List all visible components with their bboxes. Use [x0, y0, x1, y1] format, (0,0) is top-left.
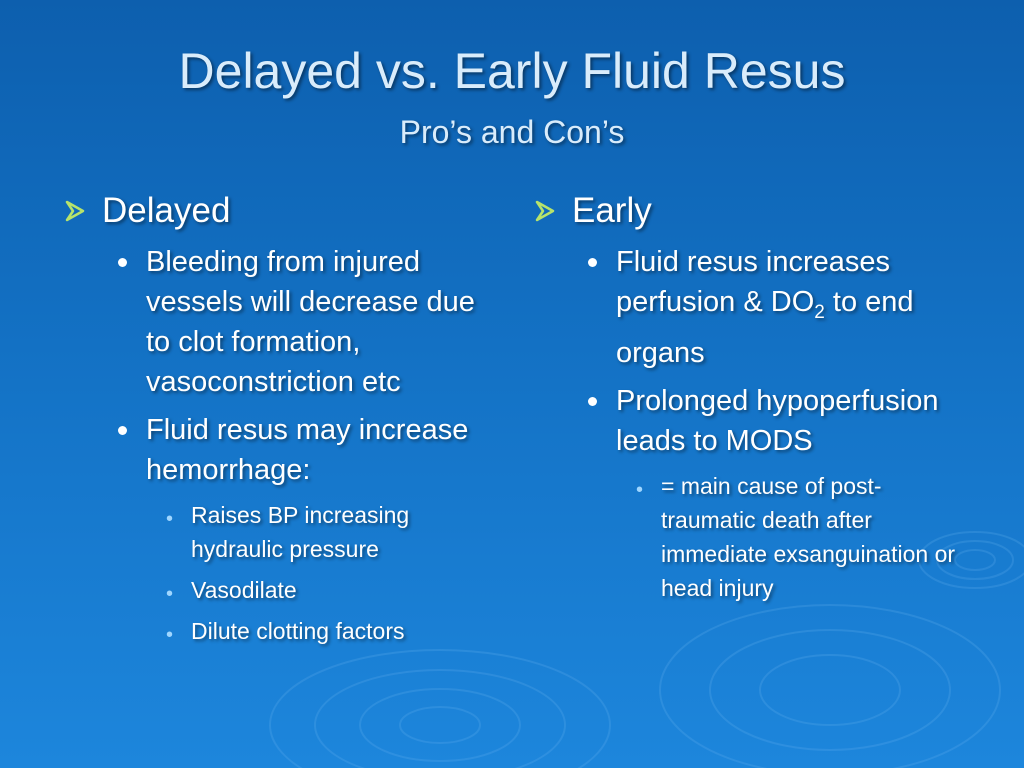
- bullet-text: Fluid resus increases perfusion & $DO_2$ to end organs: [616, 246, 914, 369]
- arrow-bullet-icon: [534, 200, 556, 222]
- sub-bullet-text: = main cause of post-traumatic death after immediate exsanguination or head injury: [661, 472, 956, 601]
- bullet-text: Fluid resus may increase hemorrhage:: [146, 414, 469, 486]
- list-item: [532, 469, 972, 605]
- delayed-heading-item: [62, 190, 492, 232]
- dot-bullet-icon: [588, 258, 597, 267]
- small-dot-bullet-icon: •: [636, 478, 644, 501]
- list-item: [532, 242, 972, 373]
- sub-bullet-text: Dilute clotting factors: [191, 618, 405, 644]
- delayed-column: [62, 190, 492, 655]
- list-item: [62, 614, 492, 648]
- small-dot-bullet-icon: •: [166, 508, 174, 530]
- early-column: [532, 190, 972, 612]
- slide-title: Delayed vs. Early Fluid Resus: [178, 43, 846, 99]
- dot-bullet-icon: [588, 397, 597, 406]
- list-item: [62, 498, 492, 566]
- early-heading-item: [532, 190, 972, 232]
- early-heading: Early: [572, 191, 652, 230]
- dot-bullet-icon: [118, 258, 127, 267]
- small-dot-bullet-icon: •: [166, 583, 174, 605]
- bullet-text: Bleeding from injured vessels will decrease due to clot formation, vasoconstriction etc: [146, 246, 475, 398]
- dot-bullet-icon: [118, 426, 127, 435]
- delayed-heading: Delayed: [102, 191, 231, 230]
- arrow-bullet-icon: [64, 200, 86, 222]
- bullet-text: Prolonged hypoperfusion leads to MODS: [616, 384, 939, 457]
- small-dot-bullet-icon: •: [166, 624, 174, 646]
- sub-bullet-text: Vasodilate: [191, 577, 297, 603]
- list-item: [62, 410, 492, 490]
- list-item: [62, 242, 492, 402]
- slide-subtitle: Pro’s and Con’s: [399, 114, 625, 150]
- list-item: [62, 573, 492, 607]
- sub-bullet-text: Raises BP increasing hydraulic pressure: [191, 502, 410, 562]
- list-item: [532, 381, 972, 461]
